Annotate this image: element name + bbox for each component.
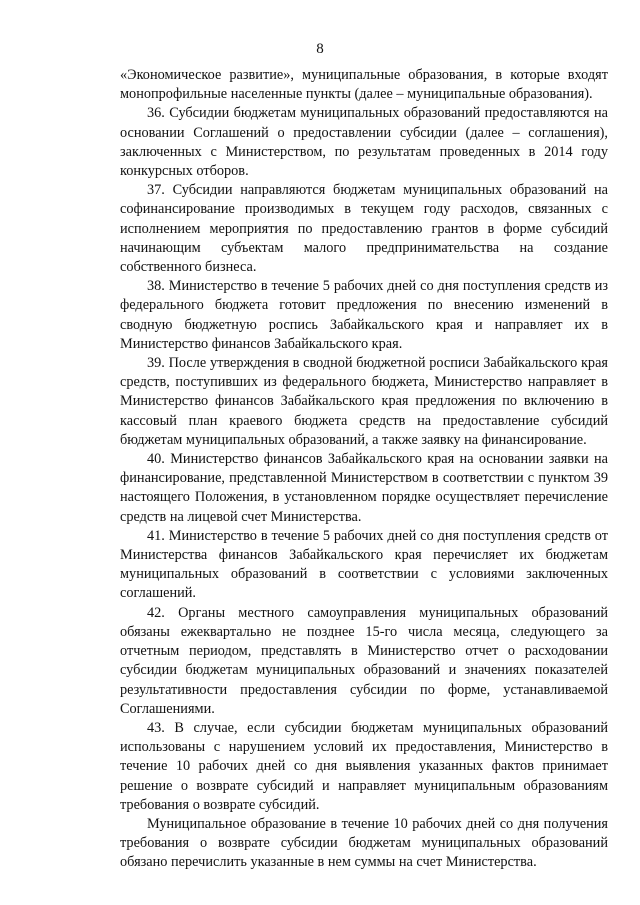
paragraph-38: 38. Министерство в течение 5 рабочих дней со дня поступления средств из федерального бюджета готовит предложения по внесению изменений в сводную бюджетную роспись Забайкальского края и направляет их в Министерство финансов Забайкальского края.: [120, 278, 608, 352]
paragraph-intro: «Экономическое развитие», муниципальные образования, в которые входят монопрофильные населенные пункты (далее – муниципальные образования).: [120, 67, 608, 103]
paragraph-37: 37. Субсидии направляются бюджетам муниципальных образований на софинансирование производимых в текущем году расходов, связанных с исполнением мероприятия по предоставлению грантов в форме субсидий начинающим субъектам малого предпринимательства на создание собственного бизнеса.: [120, 182, 608, 276]
paragraph-40: 40. Министерство финансов Забайкальского края на основании заявки на финансирование, представленной Министерством в соответствии с пунктом 39 настоящего Положения, в установленном порядке осуществляет перечисление средств на лицевой счет Министерства.: [120, 451, 608, 525]
paragraph-39: 39. После утверждения в сводной бюджетной росписи Забайкальского края средств, поступивших из федерального бюджета, Министерство направляет в Министерство финансов Забайкальского края предложения по включению в кассовый план краевого бюджета средств на предоставление субсидий бюджетам муниципальных образований, а также заявку на финансирование.: [120, 355, 608, 448]
paragraph-41: 41. Министерство в течение 5 рабочих дней со дня поступления средств от Министерства финансов Забайкальского края перечисляет их бюджетам муниципальных образований в соответствии с условиями заключенных соглашений.: [120, 527, 608, 602]
page-number: 8: [316, 41, 324, 57]
paragraph-43-continuation: Муниципальное образование в течение 10 рабочих дней со дня получения требования о возврате субсидии бюджетам муниципальных образований обязано перечислить указанные в нем суммы на счет Министерства.: [120, 815, 608, 871]
paragraph-43: 43. В случае, если субсидии бюджетам муниципальных образований использованы с нарушением условий их предоставления, Министерство в течение 10 рабочих дней со дня выявления указанных фактов принимает решение о возврате субсидий и направляет муниципальным образованиям требования о возврате субсидий.: [120, 719, 608, 813]
paragraph-36: 36. Субсидии бюджетам муниципальных образований предоставляются на основании Соглашений о предоставлении субсидии (далее – соглашения), заключенных с Министерством, по результатам проведенных в 2014 году конкурсных отборов.: [120, 105, 608, 180]
paragraph-42: 42. Органы местного самоуправления муниципальных образований обязаны ежеквартально не позднее 15-го числа месяца, следующего за отчетным периодом, представлять в Министерство отчет о расходовании субсидии бюджетам муниципальных образований и значениях показателей результативности предоставления субсидии по форме, устанавливаемой Соглашениями.: [120, 604, 608, 717]
document-body: [120, 66, 608, 873]
